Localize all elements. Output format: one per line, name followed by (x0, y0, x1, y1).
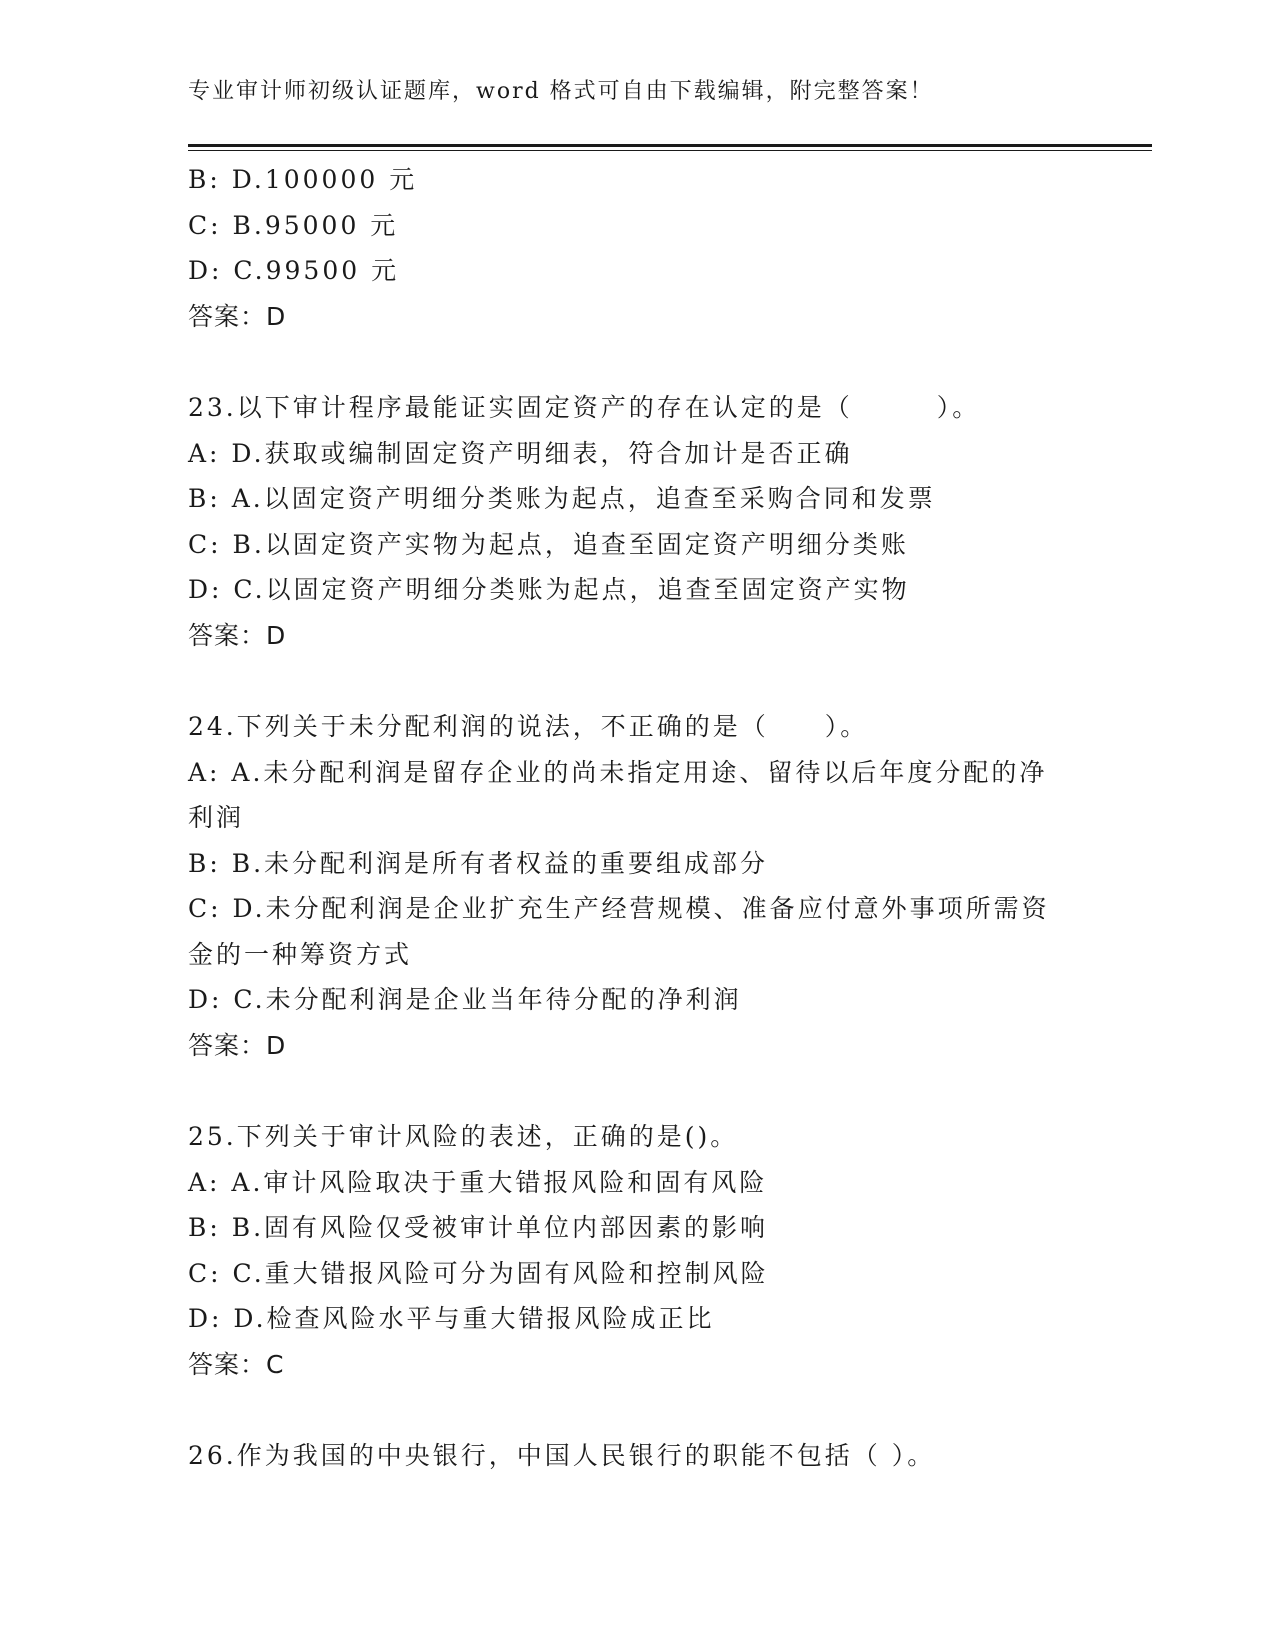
option-line: D: D.检查风险水平与重大错报风险成正比 (188, 1304, 715, 1333)
answer-value: D (266, 1030, 287, 1060)
page-header: 专业审计师初级认证题库，word 格式可自由下载编辑，附完整答案！ (188, 79, 934, 104)
option-line: B: B.未分配利润是所有者权益的重要组成部分 (188, 848, 769, 878)
header-rule-thin (188, 150, 1152, 151)
spacer (188, 339, 1088, 385)
answer-line (188, 1023, 1088, 1069)
option-line: B: D.100000 元 (188, 165, 418, 194)
option-line: C: B.以固定资产实物为起点，追查至固定资产明细分类账 (188, 529, 909, 559)
question-stem: 25.下列关于审计风险的表述，正确的是()。 (188, 1122, 739, 1151)
answer-value: C (266, 1349, 285, 1379)
question-list (188, 157, 1088, 1479)
spacer (188, 1387, 1088, 1433)
question-stem: 24.下列关于未分配利润的说法，不正确的是（ ）。 (188, 712, 869, 741)
question-block (188, 1114, 1088, 1387)
answer-value: D (266, 620, 287, 650)
answer-label: 答案： (188, 1349, 267, 1379)
answer-label: 答案： (188, 301, 267, 331)
option-line: C: B.95000 元 (188, 210, 399, 240)
option-line: D: C.99500 元 (188, 256, 400, 285)
answer-label: 答案： (188, 1030, 267, 1060)
answer-value: D (266, 301, 287, 331)
question-block (188, 704, 1088, 1068)
option-line: D: C.以固定资产明细分类账为起点，追查至固定资产实物 (188, 575, 910, 604)
option-line: A: A.未分配利润是留存企业的尚未指定用途、留待以后年度分配的净 (188, 757, 1048, 787)
option-line: B: A.以固定资产明细分类账为起点，追查至采购合同和发票 (188, 484, 936, 513)
question-stem: 26.作为我国的中央银行，中国人民银行的职能不包括（ ）。 (188, 1441, 936, 1470)
answer-line (188, 294, 1088, 340)
header-rule-thick (188, 144, 1152, 147)
option-line: A: A.审计风险取决于重大错报风险和固有风险 (188, 1167, 768, 1197)
question-block (188, 385, 1088, 658)
option-line: A: D.获取或编制固定资产明细表，符合加计是否正确 (188, 438, 853, 468)
option-line: 金的一种筹资方式 (188, 939, 413, 969)
option-line: 利润 (188, 803, 245, 832)
spacer (188, 658, 1088, 704)
answer-label: 答案： (188, 620, 267, 650)
option-line: D: C.未分配利润是企业当年待分配的净利润 (188, 985, 742, 1014)
question-block (188, 157, 1088, 339)
answer-line (188, 613, 1088, 659)
option-line: B: B.固有风险仅受被审计单位内部因素的影响 (188, 1213, 769, 1242)
question-block (188, 1433, 1088, 1479)
spacer (188, 1068, 1088, 1114)
option-line: C: C.重大错报风险可分为固有风险和控制风险 (188, 1258, 769, 1288)
option-line: C: D.未分配利润是企业扩充生产经营规模、准备应付意外事项所需资 (188, 894, 1050, 923)
question-stem: 23.以下审计程序最能证实固定资产的存在认定的是（ ）。 (188, 393, 981, 422)
answer-line (188, 1342, 1088, 1388)
